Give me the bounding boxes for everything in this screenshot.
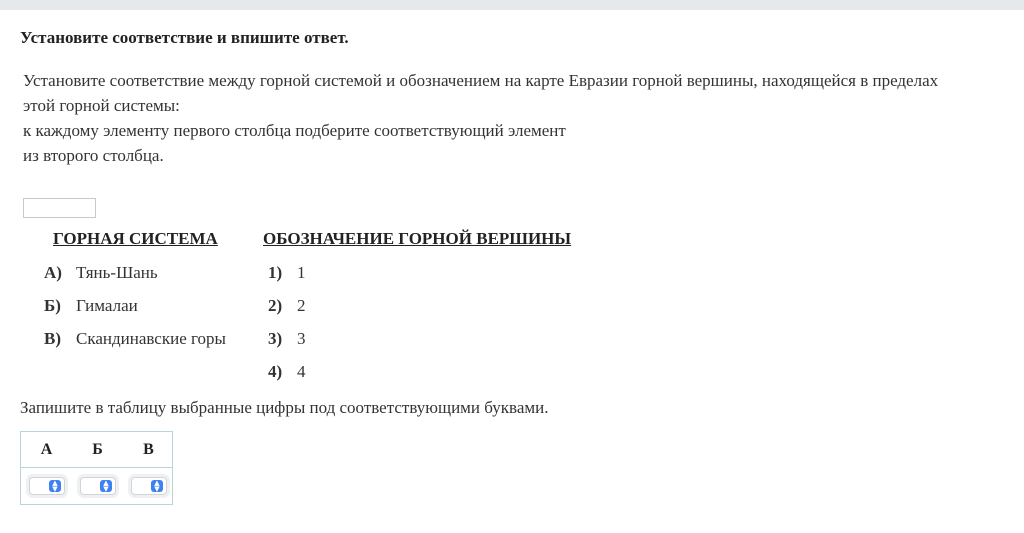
answer-header-b: Б xyxy=(92,441,103,458)
chevron-up-down-icon: ▲ ▼ xyxy=(49,480,61,492)
instruction-text: Запишите в таблицу выбранные цифры под соответствующими буквами. xyxy=(20,398,549,417)
item-letter: В) xyxy=(44,329,61,348)
top-bar xyxy=(0,0,1024,10)
list-item-4 xyxy=(268,362,306,382)
item-text: Скандинавские горы xyxy=(76,329,226,348)
answer-select-a[interactable] xyxy=(29,477,65,495)
chevron-up-down-icon: ▲ ▼ xyxy=(151,480,163,492)
answer-header-v: В xyxy=(143,441,154,458)
item-text: 1 xyxy=(297,263,306,282)
question-line: Установите соответствие между горной системой и обозначением на карте Евразии горной вершины, находящейся в пределах xyxy=(23,71,939,90)
item-text: Тянь-Шань xyxy=(76,263,158,282)
list-item-3 xyxy=(268,329,306,349)
answer-table-header xyxy=(21,432,172,468)
item-letter: Б) xyxy=(44,296,61,315)
list-item-v xyxy=(44,329,226,349)
item-text: 3 xyxy=(297,329,306,348)
column-header-peak-designation: ОБОЗНАЧЕНИЕ ГОРНОЙ ВЕРШИНЫ xyxy=(263,229,572,248)
item-text: 2 xyxy=(297,296,306,315)
answer-select-b[interactable] xyxy=(80,477,116,495)
item-text: 4 xyxy=(297,362,306,381)
question-line: из второго столбца. xyxy=(23,146,164,165)
list-item-b xyxy=(44,296,138,316)
question-line: к каждому элементу первого столбца подберите соответствующий элемент xyxy=(23,121,566,140)
item-letter: А) xyxy=(44,263,62,282)
answer-select-v[interactable] xyxy=(131,477,167,495)
chevron-up-down-icon: ▲ ▼ xyxy=(100,480,112,492)
item-text: Гималаи xyxy=(76,296,138,315)
list-item-a xyxy=(44,263,158,283)
item-number: 3) xyxy=(268,329,283,348)
answer-input[interactable] xyxy=(23,198,96,218)
list-item-1 xyxy=(268,263,306,283)
task-heading: Установите соответствие и впишите ответ. xyxy=(20,28,349,47)
question-text xyxy=(23,68,1008,168)
column-header-mountain-system: ГОРНАЯ СИСТЕМА xyxy=(53,229,218,248)
item-number: 1) xyxy=(268,263,283,282)
answer-table xyxy=(20,431,173,505)
item-number: 4) xyxy=(268,362,283,381)
item-number: 2) xyxy=(268,296,283,315)
answer-header-a: А xyxy=(40,441,53,458)
question-line: этой горной системы: xyxy=(23,96,180,115)
list-item-2 xyxy=(268,296,306,316)
